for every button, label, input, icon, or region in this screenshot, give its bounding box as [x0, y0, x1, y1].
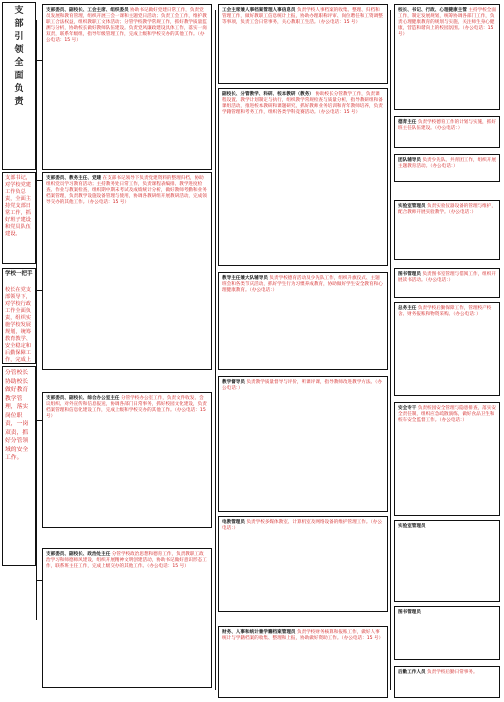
block-tail: （办公电话：）: [439, 418, 467, 424]
block-text: 分管学校政治思想和德育工作，负责教职工政治学习和师德师风建设，组织开展精神文明创建活动，协助书记做好意识形态工作，联系班主任工作，完成上级交办的其他工作。: [46, 552, 207, 570]
block-tail: （办公电话：）: [425, 278, 454, 284]
block-text: 负责学校德育工作的计划与实施，抓好班主任队伍建设。: [398, 120, 496, 132]
block-title: 支部委员、副校长、工会主席、组织委员: [46, 8, 129, 13]
block-title: 支部委员、副校长、政治处主任: [46, 552, 111, 557]
block-text: 负责图书室管理与借阅工作，组织开展读书活动。: [398, 272, 496, 284]
block-title: 安全专干: [398, 406, 417, 411]
block-text: 负责学校后勤日常事务。: [427, 670, 478, 675]
block-title: 财务、人事和统计兼学籍档案管理员: [222, 630, 296, 635]
duty-block: [394, 268, 500, 298]
duty-block: [218, 516, 388, 612]
block-text: 分管学校办公室工作，负责文件收发、会议组织、对外宣传和信息报送，协调各部门日常事务，抓好校园文化建设，负责档案管理和信息化建设工作，完成上级和学校交办的其他工作。: [46, 396, 207, 414]
connector-line: [215, 10, 216, 690]
block-title: 教导主任兼大队辅导员: [222, 276, 268, 281]
duty-block: [394, 666, 500, 698]
duty-block: [42, 392, 212, 528]
block-title: 团队辅导员: [398, 158, 421, 163]
duty-block: [394, 520, 500, 602]
block-tail: （办公电话：15 号）: [318, 110, 361, 116]
principal-title: 学校一把手: [5, 271, 33, 277]
duty-block: [394, 154, 500, 182]
block-title: 工会主席兼人事档案管理人事信息员: [222, 8, 296, 13]
connector-line: [36, 20, 37, 620]
block-text: 负责学校人事档案的收集、整理、归档和管理工作，做好教职工信息统计上报，协助办理职称评审、岗位聘任和工资调整等事项，负责工会日常事务，关心教职工生活。: [222, 8, 383, 26]
block-text: 负责学校财务核算和报账工作，做好人事统计与学籍档案的收集、整理和上报，协助做好资助工作。: [222, 630, 380, 642]
block-tail: （办公电话：15 号）: [318, 20, 361, 26]
block-tail: （办公电话：15 号）: [46, 408, 206, 420]
principal-text: 校长在党支部领导下，对学校行政工作全面负责，组织实施学校发展规划，统筹教育教学、安全稳定和后勤保障工作，完成上: [5, 287, 31, 363]
block-title: 副校长、分管教学、科研、校本教研（教务）: [222, 92, 314, 97]
block-tail: （办公电话：15 号）: [87, 200, 130, 206]
block-tail: （办公电话：15 号）: [398, 26, 494, 38]
block-title: 图书管理员: [398, 610, 421, 615]
branch-lead-box: [2, 2, 36, 170]
principal-box: [2, 268, 36, 364]
block-title: 支部委员、教务主任、党建: [46, 176, 102, 181]
block-title: 图书管理员: [398, 272, 421, 277]
block-title: 总务主任: [398, 306, 417, 311]
branch-secretary-text: 支部书记，对学校党建工作负总责，全面主持党支部日常工作，抓好班子建设和党员队伍建设。: [5, 175, 31, 237]
block-title: 支部委员、副校长、综合办公室主任: [46, 396, 120, 401]
duty-block: [394, 302, 500, 396]
block-text: 在支部书记领导下负责党建资料的整理归档，协助组织党员学习教育活动；主持教务处日常工作，负责课程表编排、教学进度检查、作业与教案检查，组织期中期末考试及成绩统计分析，做好教师考勤和业务档案管理，负责教学设施设备管理与使用，协调各教研组开展教研活动，完成领导交办的其他工作。: [46, 176, 207, 206]
block-title: 教学督导员: [222, 380, 245, 385]
duty-block: [218, 376, 388, 512]
duty-block: [42, 172, 212, 370]
block-title: 德育主任: [398, 120, 417, 125]
block-text: 协助校长分管教学工作，负责课程设置、教学计划制定与执行，组织教学常规检查与质量分析，指导教研组和备课组活动，推进校本教研和课题研究，抓好教师业务培训和青年教师培养，负责学籍管理和考务工作，组织各类学科竞赛活动。: [222, 92, 383, 116]
block-tail: （办公电话：）: [434, 126, 463, 132]
branch-lead-title: 支部引领全面负责: [14, 6, 24, 107]
duty-block: [394, 402, 500, 516]
branch-secretary-box: [2, 172, 36, 264]
block-text: 负责教学质量督导与评价，听课评课，指导教师改进教学方法。: [246, 380, 376, 385]
block-tail: （办公电话：）: [453, 312, 481, 318]
duty-block: [218, 88, 388, 266]
duty-block: [218, 626, 388, 698]
duty-block: [218, 4, 388, 84]
block-text: 负责学校多媒体教室、计算机室及网络设备的维护管理工作。: [246, 520, 371, 525]
block-title: 实验室管理员: [398, 204, 426, 209]
deputy-text: 分管校长协助校长做好教育教学管理，落实岗位职责，一岗双责，抓好分管领域的安全工作。: [5, 370, 29, 461]
duty-block: [218, 272, 388, 370]
connector-line: [390, 10, 391, 690]
block-tail: （办公电话：）: [448, 210, 477, 216]
block-tail: （办公电话：15 号）: [46, 32, 205, 44]
block-title: 校长、书记、行政、心理健康主管: [398, 8, 467, 13]
block-tail: （办公电话：）: [430, 164, 458, 170]
duty-block: [394, 200, 500, 260]
block-tail: （办公电话：）: [249, 288, 278, 294]
duty-block: [42, 548, 212, 688]
block-text: 负责学校德育活动及少先队工作，组织升旗仪式、主题班会和各类节庆活动，抓好学生行为习惯养成教育，协助做好学生安全教育和心理健康教育。: [222, 276, 383, 294]
block-tail: （办公电话：15 号）: [147, 564, 189, 570]
duty-block: [394, 116, 500, 148]
duty-block: [42, 4, 212, 170]
block-text: 主持学校全面工作，制定发展规划，统筹协调各部门工作，负责心理健康教育的规划与实施，关注师生身心健康，营造和谐向上的校园氛围。: [398, 8, 496, 32]
block-text: 负责少先队、共青团工作，组织开展主题教育活动。: [398, 158, 496, 170]
block-tail: （办公电话：）: [222, 520, 382, 532]
block-text: 负责实验仪器设备的管理与维护，配合教师开展实验教学。: [398, 204, 496, 216]
block-text: 协助书记做好党建日常工作，负责党员发展和教育管理，组织开展三会一课和主题党日活动；负责工会工作，维护教职工合法权益，组织教职工文体活动；分管学校教学常规工作，抓好教学质量监测与分析，协助校长做好教师队伍建设。负责党风廉政建设具体工作，落实一岗双责，联系年级组，指导年级管理工作，完成上级和学校交办的其他工作。: [46, 8, 207, 38]
deputy-box: [2, 366, 36, 566]
block-title: 实验室管理员: [398, 524, 426, 529]
duty-block: [394, 606, 500, 660]
block-tail: （办公电话：15 号）: [341, 636, 384, 642]
block-text: 负责学校后勤保障工作，管理校产校舍、财务报账和物资采购。: [398, 306, 492, 318]
block-text: 负责校园安全管理与隐患排查，落实安全责任制，组织应急疏散演练，做好食品卫生和校车安全监督工作。: [398, 406, 496, 424]
block-title: 后勤工作人员: [398, 670, 426, 675]
block-title: 电教管理员: [222, 520, 245, 525]
duty-block: [394, 4, 500, 110]
block-tail: （办公电话：）: [222, 380, 382, 392]
